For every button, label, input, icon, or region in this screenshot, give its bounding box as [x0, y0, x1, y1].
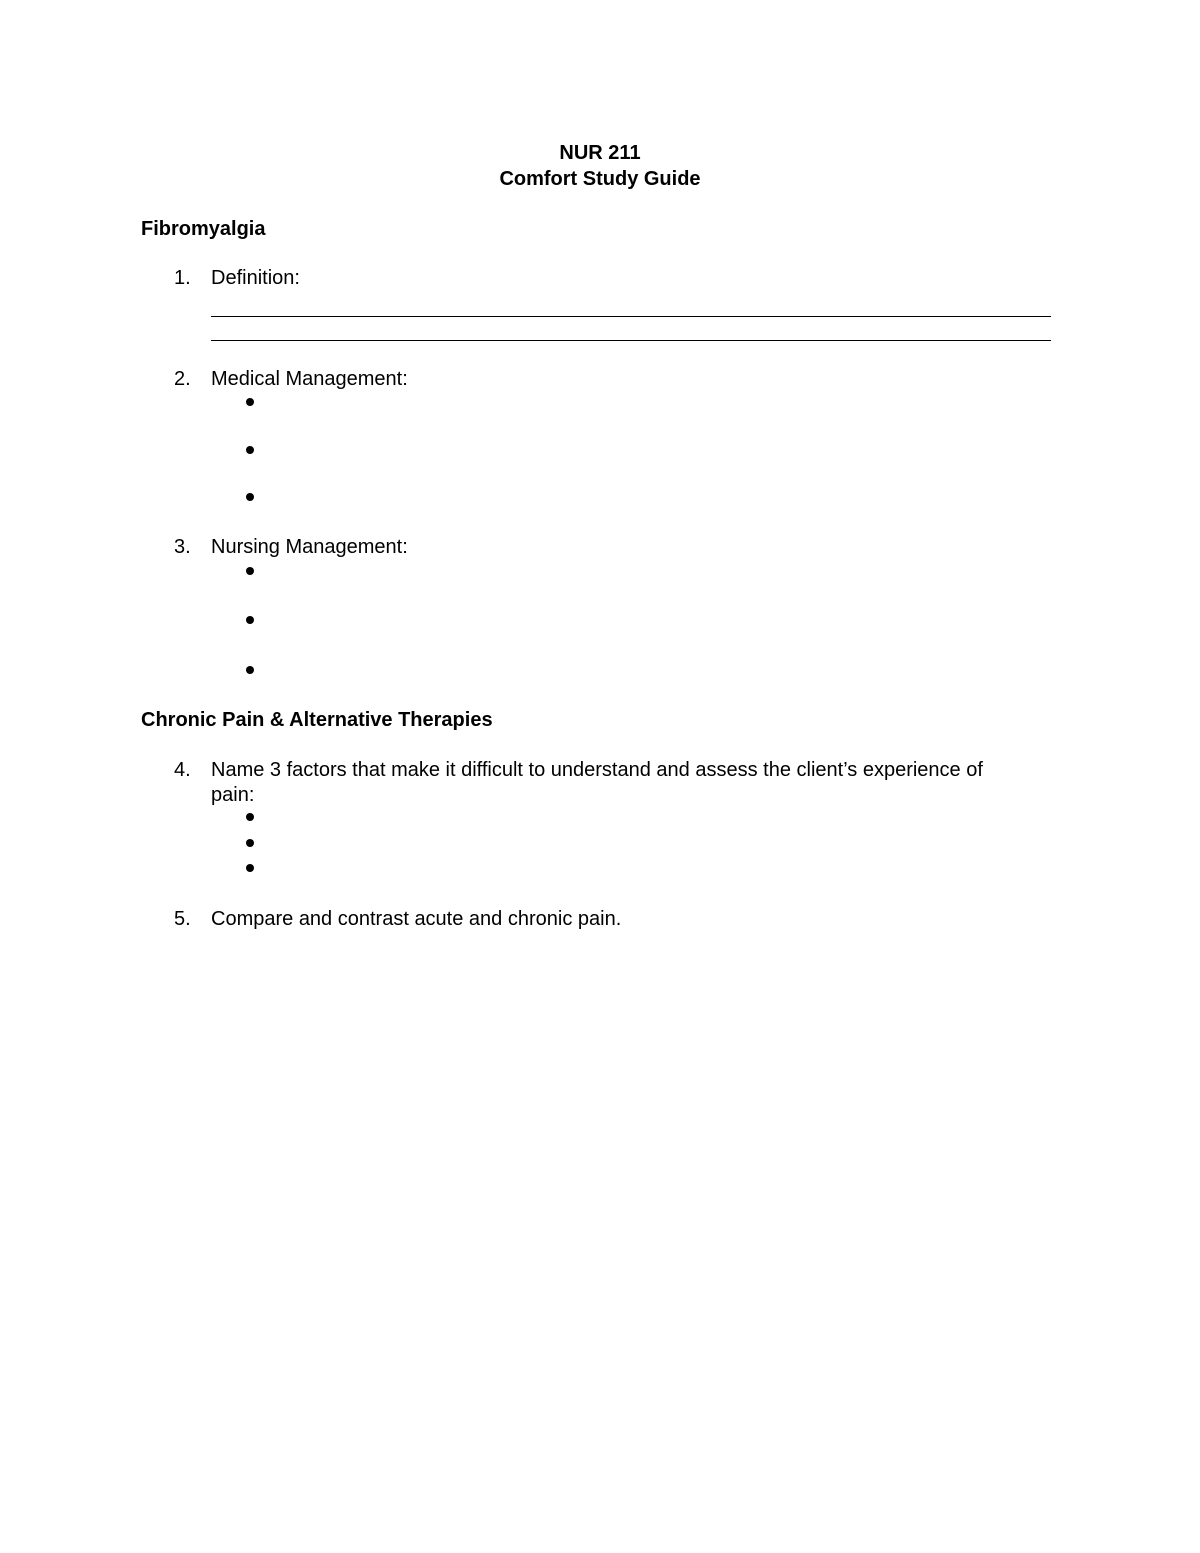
question-nursing-management: Nursing Management:	[211, 536, 408, 558]
bullet-point	[246, 813, 254, 821]
question-definition: Definition:	[211, 267, 300, 289]
bullet-point	[246, 493, 254, 501]
question-number: 5.	[174, 908, 191, 930]
bullet-point	[246, 446, 254, 454]
answer-line	[211, 340, 1051, 341]
question-pain-factors: Name 3 factors that make it difficult to understand and assess the client’s experience of	[211, 759, 983, 781]
question-medical-management: Medical Management:	[211, 368, 408, 390]
bullet-point	[246, 864, 254, 872]
section-heading-chronic-pain: Chronic Pain & Alternative Therapies	[141, 709, 493, 731]
question-number: 4.	[174, 759, 191, 781]
bullet-point	[246, 398, 254, 406]
bullet-point	[246, 616, 254, 624]
question-number: 3.	[174, 536, 191, 558]
course-code: NUR 211	[559, 142, 641, 164]
question-compare-pain: Compare and contrast acute and chronic pain.	[211, 908, 622, 930]
bullet-point	[246, 567, 254, 575]
bullet-point	[246, 839, 254, 847]
question-number: 2.	[174, 368, 191, 390]
answer-line	[211, 316, 1051, 317]
document-title: Comfort Study Guide	[499, 168, 701, 190]
question-number: 1.	[174, 267, 191, 289]
bullet-point	[246, 666, 254, 674]
question-pain-factors-continued: pain:	[211, 784, 255, 806]
section-heading-fibromyalgia: Fibromyalgia	[141, 218, 266, 240]
